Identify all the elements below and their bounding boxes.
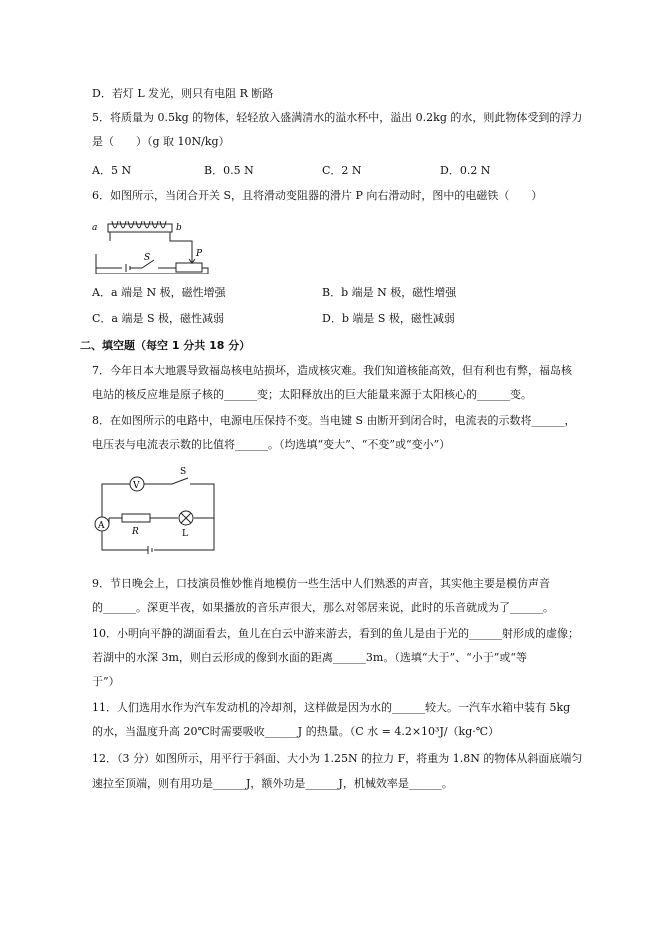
q10-stem-end: 于”） <box>92 675 120 688</box>
q6-option-c: C．a 端是 S 极，磁性减弱 <box>92 312 224 325</box>
q7-stem: 7．今年日本大地震导致福岛核电站损坏，造成核灾难。我们知道核能高效，但有利也有弊，福岛核 <box>92 364 572 377</box>
q5-option-a: A．5 N <box>92 164 132 177</box>
q12-stem-cont: 速拉至顶端，则有用功是______J，额外功是______J，机械效率是______。 <box>92 777 453 790</box>
q6-option-b: B．b 端是 N 极，磁性增强 <box>322 286 457 299</box>
q12-stem: 12．（3 分）如图所示，用平行于斜面、大小为 1.25N 的拉力 F，将重为 1.8N 的物体从斜面底端匀 <box>92 752 583 765</box>
q10-stem-cont: 若湖中的水深 3m，则白云形成的像到水面的距离______3m。（选填“大于”、“小于”或“等 <box>92 651 527 664</box>
q9-stem: 9．节日晚会上，口技演员惟妙惟肖地模仿一些生活中人们熟悉的声音，其实他主要是模仿声音 <box>92 577 550 590</box>
q5-option-c: C．2 N <box>322 164 362 177</box>
electromagnet-circuit-figure <box>92 216 212 274</box>
q8-stem-cont: 电压表与电流表示数的比值将______。（均选填“变大”、“不变”或“变小”） <box>92 438 451 451</box>
q11-stem: 11．人们选用水作为汽车发动机的冷却剂，这样做是因为水的______较大。一汽车水箱中装有 5kg <box>92 701 571 714</box>
q8-stem: 8．在如图所示的电路中，电源电压保持不变。当电键 S 由断开到闭合时，电流表的示数将______， <box>92 414 576 427</box>
q5-option-d: D．0.2 N <box>440 164 491 177</box>
fig1-label-a: a <box>92 223 98 233</box>
section-heading-fill-in: 二、填空题（每空 1 分共 18 分） <box>80 339 251 352</box>
q9-stem-cont: 的______。深更半夜，如果播放的音乐声很大，那么对邻居来说，此时的乐音就成为了______。 <box>92 601 554 614</box>
q4-option-d: D．若灯 L 发光，则只有电阻 R 断路 <box>92 87 274 100</box>
q7-stem-cont: 电站的核反应堆是原子核的______变；太阳释放出的巨大能量来源于太阳核心的______变。 <box>92 388 532 401</box>
fig2-resistor-label: R <box>132 527 139 537</box>
q5-stem: 5．将质量为 0.5kg 的物体，轻轻放入盛满清水的溢水杯中，溢出 0.2kg 的水，则此物体受到的浮力 <box>92 111 583 124</box>
q10-stem: 10．小明向平静的湖面看去，鱼儿在白云中游来游去，看到的鱼儿是由于光的______射形成的虚像； <box>92 627 579 640</box>
q11-stem-cont: 的水，当温度升高 20℃时需要吸收______J 的热量。（C 水 = 4.2×10³J/（kg·℃） <box>92 725 500 738</box>
fig2-ammeter-label: A <box>98 521 105 531</box>
fig1-label-b: b <box>176 223 182 233</box>
fig1-label-s: S <box>144 253 151 263</box>
q5-option-b: B．0.5 N <box>204 164 254 177</box>
fig2-switch-label: S <box>180 467 187 477</box>
voltmeter-ammeter-circuit-figure <box>92 466 216 558</box>
q6-stem: 6．如图所示，当闭合开关 S，且将滑动变阻器的滑片 P 向右滑动时，图中的电磁铁（ ） <box>92 189 543 202</box>
q5-stem-cont: 是（ ）（g 取 10N/kg） <box>92 135 230 148</box>
fig2-voltmeter-label: V <box>133 481 140 491</box>
fig2-lamp-label: L <box>182 529 188 539</box>
fig1-label-p: P <box>196 249 203 259</box>
q6-option-d: D．b 端是 S 极，磁性减弱 <box>322 312 455 325</box>
q6-option-a: A．a 端是 N 极，磁性增强 <box>92 286 226 299</box>
